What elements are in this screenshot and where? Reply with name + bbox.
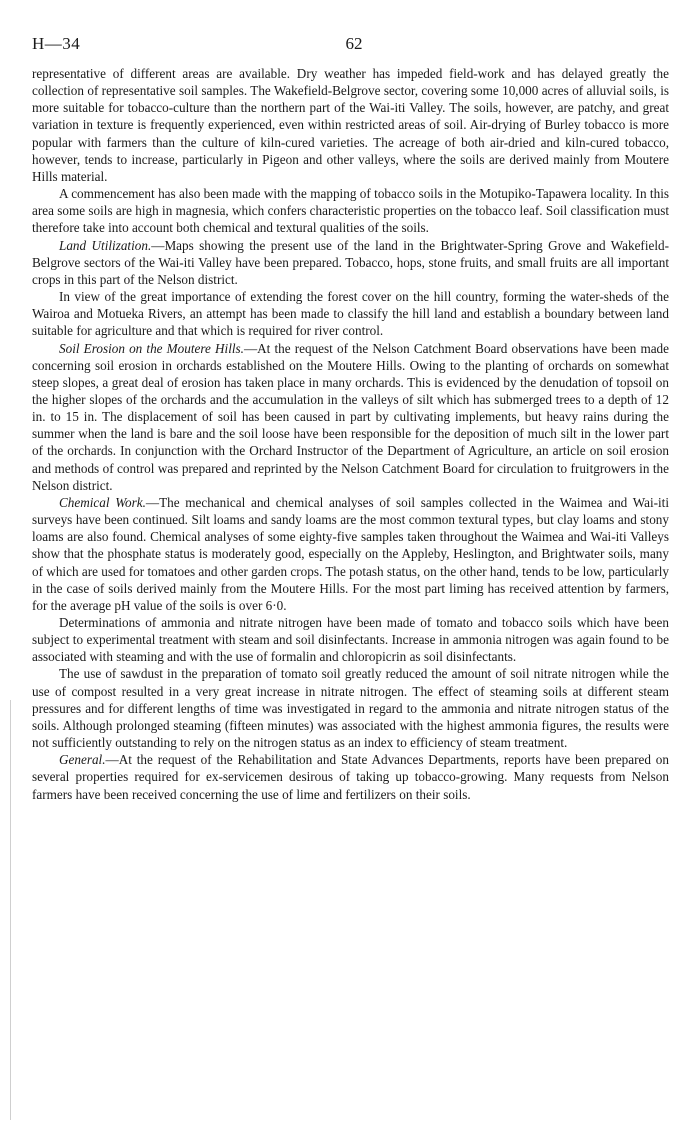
paragraph-text: A commencement has also been made with the mapping of tobacco soils in the Motupiko-Tapawera locality. In this area some soils are high in magnesia, which confers characteristic properties on the tobacco leaf. Soil classification must therefore take into account both chemical and textural qualities of the soils.: [32, 186, 669, 236]
paragraph-continuation: [32, 65, 669, 185]
paragraph-text: —At the request of the Rehabilitation and State Advances Departments, reports have been prepared on several properties required for ex-servicemen desirous of taking up tobacco-growing. Many requests from Nelson farmers have been received concerning the use of lime and fertilizers on their soils.: [32, 752, 669, 802]
paragraph-text: representative of different areas are available. Dry weather has impeded field-work and has delayed greatly the collection of representative soil samples. The Wakefield-Belgrove sector, covering some 10,000 acres of alluvial soils, is more suitable for tobacco-culture than the northern part of the Wai-iti Valley. The soils, however, are patchy, and great variation in texture is frequently experienced, even within restricted areas of soil. Air-drying of Burley tobacco is more popular with farmers than the culture of kiln-cured varieties. The acreage of both air-dried and kiln-cured tobacco, however, tends to increase, particularly in Pigeon and other valleys, where the soils are derived mainly from Moutere Hills material.: [32, 66, 669, 184]
paragraph-text: The use of sawdust in the preparation of tomato soil greatly reduced the amount of soil nitrate nitrogen while the use of compost resulted in a very great increase in nitrate nitrogen. The effect of steaming soils at different steam pressures and for different lengths of time was investigated in regard to the ammonia and nitrate nitrogen status of the soils. Although prolonged steaming (fifteen minutes) was associated with the highest ammonia figures, the results were not sufficiently outstanding to rely on the nitrogen status as an index to efficiency of steam treatment.: [32, 666, 669, 751]
body-text: [32, 65, 669, 803]
paragraph-general: [32, 751, 669, 802]
paragraph-sawdust-compost: [32, 665, 669, 751]
paragraph-text: Determinations of ammonia and nitrate nitrogen have been made of tomato and tobacco soils which have been subject to experimental treatment with steam and soil disinfectants. Increase in ammonia nitrogen was again found to be associated with steaming and with the use of formalin and chloropicrin as soil disinfectants.: [32, 615, 669, 665]
section-heading: Soil Erosion on the Moutere Hills.: [59, 340, 244, 356]
page-number: 62: [345, 34, 363, 53]
section-heading: General.: [59, 752, 106, 768]
paragraph-text: —At the request of the Nelson Catchment Board observations have been made concerning soil erosion in orchards established on the Moutere Hills. Owing to the planting of orchards on somewhat steep slopes, a great deal of erosion has taken place in many orchards. This is evidenced by the denudation of topsoil on the higher slopes of the orchards and the accumulation in the valleys of silt which has submerged trees to a depth of 12 in. to 15 in. The displacement of soil has been caused in part by cultivating implements, but heavy rains during the summer when the land is bare and the soil loose have been responsible for the deposition of much silt in the lower part of the orchards. In conjunction with the Orchard Instructor of the Department of Agriculture, an article on soil erosion and methods of control was prepared and reprinted by the Nelson Catchment Board for circulation to fruitgrowers in the Nelson district.: [32, 340, 669, 493]
paragraph-forest-cover: [32, 288, 669, 339]
paragraph-tobacco-soils-mapping: [32, 185, 669, 236]
scan-margin-line: [10, 700, 11, 1120]
paragraph-nitrogen-determinations: [32, 614, 669, 665]
paragraph-chemical-work: [32, 494, 669, 614]
paragraph-soil-erosion: [32, 340, 669, 494]
section-heading: Chemical Work.: [59, 494, 146, 510]
paragraph-text: —Maps showing the present use of the land in the Brightwater-Spring Grove and Wakefield-Belgrove sectors of the Wai-iti Valley have been prepared. Tobacco, hops, stone fruits, and small fruits are all important crops in this part of the Nelson district.: [32, 237, 669, 287]
page-header: [32, 34, 676, 56]
paragraph-text: In view of the great importance of extending the forest cover on the hill country, forming the water-sheds of the Wairoa and Motueka Rivers, an attempt has been made to classify the hill land and establish a boundary between land suitable for agriculture and that which is required for river control.: [32, 289, 669, 339]
paragraph-text: —The mechanical and chemical analyses of soil samples collected in the Waimea and Wai-iti surveys have been continued. Silt loams and sandy loams are the most common textural types, but clay loams and stony loams are also found. Chemical analyses of some eighty-five samples taken throughout the Waimea and Wai-iti Valleys show that the phosphate status is moderately good, especially on the Appleby, Heslington, and Brightwater soils, many of which are used for tomatoes and other garden crops. The potash status, on the other hand, tends to be low, particularly in the case of soils derived mainly from the Moutere Hills. For the most part liming has received attention by farmers, for the average pH value of the soils is over 6·0.: [32, 494, 669, 613]
paragraph-land-utilization: [32, 237, 669, 288]
document-reference: H—34: [32, 34, 81, 53]
section-heading: Land Utilization.: [59, 237, 152, 253]
